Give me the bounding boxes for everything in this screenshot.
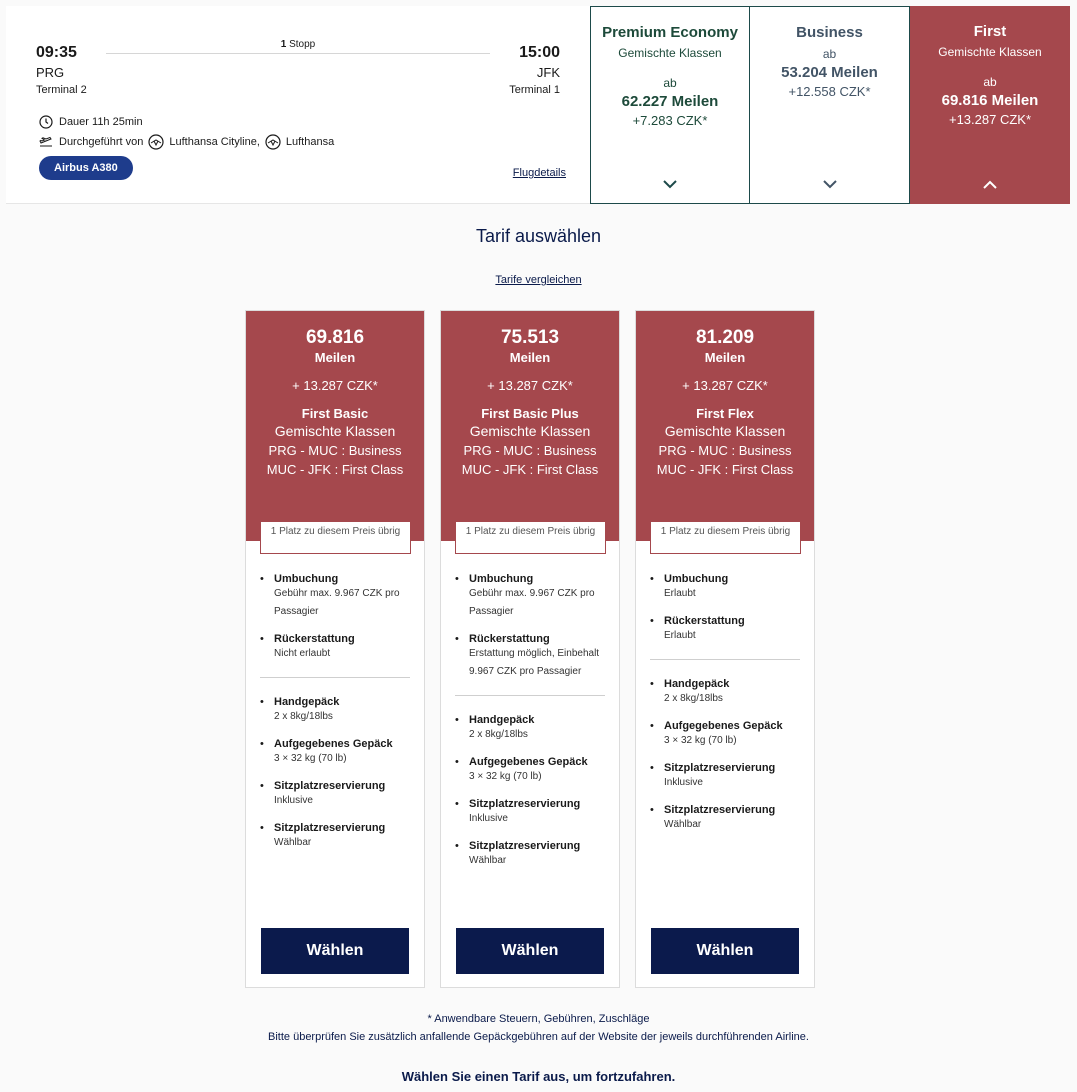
feature-desc: 3 × 32 kg (70 lb) — [664, 735, 737, 746]
fare-miles: 69.816 — [305, 327, 365, 348]
cabin-czk: +7.283 CZK* — [632, 113, 708, 128]
baggage-note: Bitte überprüfen Sie zusätzlich anfallende Gepäckgebühren auf der Website der jeweils durchführenden Airline. — [268, 1031, 809, 1043]
feature-title: • Aufgegebenes Gepäck — [274, 738, 393, 750]
cabin-miles: 53.204 Meilen — [781, 64, 878, 81]
feature-desc: Erstattung möglich, Einbehalt 9.967 CZK pro Passagier — [469, 648, 600, 677]
select-fare-button[interactable]: Wählen — [651, 928, 799, 974]
operated-by-label: Durchgeführt von — [59, 136, 144, 148]
fare-segment-1: PRG - MUC : Business — [268, 443, 402, 458]
lufthansa-logo-icon — [265, 134, 281, 150]
feature-desc: 2 x 8kg/18lbs — [274, 711, 333, 722]
fare-miles: 75.513 — [500, 327, 560, 348]
select-fare-button[interactable]: Wählen — [456, 928, 604, 974]
fare-czk: + 13.287 CZK* — [487, 378, 573, 393]
feature-desc: 3 × 32 kg (70 lb) — [469, 771, 542, 782]
fare-features — [260, 573, 410, 864]
feature-checked-baggage — [455, 756, 605, 786]
feature-desc: Inklusive — [274, 795, 313, 806]
fare-miles-label: Meilen — [509, 350, 551, 365]
feature-change — [260, 573, 410, 621]
page-title: Tarif auswählen — [475, 226, 602, 246]
arrival-terminal: Terminal 1 — [509, 84, 560, 96]
feature-desc: Inklusive — [664, 777, 703, 788]
feature-seat-1 — [650, 762, 800, 792]
feature-checked-baggage — [650, 720, 800, 750]
feature-seat-2 — [650, 804, 800, 834]
feature-seat-2 — [260, 822, 410, 852]
feature-title: • Handgepäck — [664, 678, 730, 690]
lufthansa-logo-icon — [148, 134, 164, 150]
route-line — [106, 53, 490, 54]
feature-title: • Sitzplatzreservierung — [664, 762, 776, 774]
divider — [650, 659, 800, 660]
compare-fares-row — [0, 274, 1077, 286]
feature-change — [455, 573, 605, 621]
flight-info — [6, 6, 590, 204]
fare-segment-2: MUC - JFK : First Class — [656, 462, 794, 477]
feature-title: • Sitzplatzreservierung — [469, 840, 581, 852]
fare-miles-label: Meilen — [314, 350, 356, 365]
feature-refund — [650, 615, 800, 645]
fare-miles-label: Meilen — [704, 350, 746, 365]
seats-left-badge: 1 Platz zu diesem Preis übrig — [455, 521, 606, 554]
chevron-up-icon[interactable] — [910, 180, 1070, 190]
divider — [455, 695, 605, 696]
cabin-name: Premium Economy — [602, 24, 738, 41]
fare-card-header — [441, 311, 619, 541]
operator-2: Lufthansa — [285, 136, 335, 148]
feature-seat-2 — [455, 840, 605, 870]
feature-title: • Sitzplatzreservierung — [274, 822, 386, 834]
feature-title: • Sitzplatzreservierung — [274, 780, 386, 792]
feature-hand-baggage — [455, 714, 605, 744]
flight-summary-bar — [6, 6, 1070, 204]
feature-refund — [260, 633, 410, 663]
fare-card-header — [246, 311, 424, 541]
tax-footnote: * Anwendbare Steuern, Gebühren, Zuschläge — [427, 1013, 650, 1025]
feature-title: • Handgepäck — [469, 714, 535, 726]
cabin-first[interactable] — [910, 6, 1070, 204]
seats-left-badge: 1 Platz zu diesem Preis übrig — [650, 521, 801, 554]
cabin-name: First — [973, 23, 1007, 40]
feature-desc: Gebühr max. 9.967 CZK pro Passagier — [469, 588, 595, 617]
feature-hand-baggage — [260, 696, 410, 726]
feature-desc: Nicht erlaubt — [274, 648, 331, 659]
cabin-subtitle: Gemischte Klassen — [618, 46, 722, 60]
feature-title: • Rückerstattung — [664, 615, 745, 627]
feature-seat-1 — [260, 780, 410, 810]
plane-takeoff-icon — [38, 134, 54, 150]
divider — [260, 677, 410, 678]
stops-label — [6, 39, 590, 50]
cabin-business[interactable] — [750, 6, 910, 204]
feature-checked-baggage — [260, 738, 410, 768]
departure-time: 09:35 — [36, 44, 77, 61]
fare-class: Gemischte Klassen — [664, 423, 786, 439]
feature-desc: 3 × 32 kg (70 lb) — [274, 753, 347, 764]
fare-czk: + 13.287 CZK* — [682, 378, 768, 393]
fare-segment-2: MUC - JFK : First Class — [266, 462, 404, 477]
feature-desc: Wählbar — [274, 837, 312, 848]
flight-details-link[interactable]: Flugdetails — [512, 167, 566, 179]
feature-title: • Rückerstattung — [274, 633, 355, 645]
stops-text: Stopp — [286, 39, 316, 50]
fare-card-first-basic — [245, 310, 425, 988]
fare-class: Gemischte Klassen — [274, 423, 396, 439]
fare-segment-1: PRG - MUC : Business — [463, 443, 597, 458]
seats-left-badge: 1 Platz zu diesem Preis übrig — [260, 521, 411, 554]
departure-code: PRG — [36, 65, 65, 80]
select-fare-button[interactable]: Wählen — [261, 928, 409, 974]
feature-change — [650, 573, 800, 603]
feature-seat-1 — [455, 798, 605, 828]
cabin-miles: 69.816 Meilen — [941, 92, 1039, 109]
feature-desc: 2 x 8kg/18lbs — [469, 729, 528, 740]
fare-features — [650, 573, 800, 846]
cabin-czk: +12.558 CZK* — [788, 84, 871, 99]
feature-desc: Wählbar — [664, 819, 702, 830]
fare-name: First Basic — [301, 406, 369, 421]
feature-title: • Umbuchung — [664, 573, 729, 585]
arrival-code: JFK — [536, 65, 560, 80]
fare-name: First Flex — [696, 406, 754, 421]
feature-desc: Erlaubt — [664, 588, 696, 599]
clock-icon — [38, 114, 54, 130]
feature-title: • Sitzplatzreservierung — [664, 804, 776, 816]
cabin-subtitle: Gemischte Klassen — [938, 45, 1042, 59]
cabin-from-label: ab — [663, 76, 677, 90]
fare-card-first-basic-plus — [440, 310, 620, 988]
feature-desc: Wählbar — [469, 855, 507, 866]
fare-segment-2: MUC - JFK : First Class — [461, 462, 599, 477]
fare-name: First Basic Plus — [481, 406, 579, 421]
cabin-premium-economy[interactable] — [590, 6, 750, 204]
feature-title: • Umbuchung — [274, 573, 339, 585]
continue-note: Wählen Sie einen Tarif aus, um fortzufahren. — [401, 1069, 676, 1084]
feature-desc: Erlaubt — [664, 630, 696, 641]
fare-czk: + 13.287 CZK* — [292, 378, 378, 393]
arrival-time: 15:00 — [519, 44, 560, 61]
departure-terminal: Terminal 2 — [36, 84, 87, 96]
operator-1: Lufthansa Cityline, — [169, 136, 260, 148]
aircraft-badge: Airbus A380 — [39, 156, 133, 180]
chevron-down-icon[interactable] — [750, 179, 909, 189]
compare-fares-link[interactable]: Tarife vergleichen — [495, 274, 582, 286]
feature-desc: Gebühr max. 9.967 CZK pro Passagier — [274, 588, 400, 617]
fare-miles: 81.209 — [695, 327, 755, 348]
feature-title: • Aufgegebenes Gepäck — [469, 756, 588, 768]
fare-card-header — [636, 311, 814, 541]
duration-row — [38, 114, 143, 130]
cabin-czk: +13.287 CZK* — [948, 112, 1032, 127]
chevron-down-icon[interactable] — [591, 179, 749, 189]
fare-card-first-flex — [635, 310, 815, 988]
cabin-from-label: ab — [983, 75, 997, 89]
feature-title: • Rückerstattung — [469, 633, 550, 645]
feature-title: • Aufgegebenes Gepäck — [664, 720, 783, 732]
feature-hand-baggage — [650, 678, 800, 708]
feature-title: • Handgepäck — [274, 696, 340, 708]
duration-text: Dauer 11h 25min — [59, 116, 143, 128]
feature-title: • Umbuchung — [469, 573, 534, 585]
fare-features — [455, 573, 605, 882]
feature-desc: Inklusive — [469, 813, 508, 824]
fare-class: Gemischte Klassen — [469, 423, 591, 439]
stops-count: 1 — [280, 39, 287, 50]
fare-segment-1: PRG - MUC : Business — [658, 443, 792, 458]
operated-by-row — [38, 134, 334, 150]
cabin-from-label: ab — [822, 47, 837, 61]
feature-desc: 2 x 8kg/18lbs — [664, 693, 723, 704]
cabin-miles: 62.227 Meilen — [621, 93, 719, 110]
feature-refund — [455, 633, 605, 681]
cabin-name: Business — [796, 24, 863, 41]
feature-title: • Sitzplatzreservierung — [469, 798, 581, 810]
